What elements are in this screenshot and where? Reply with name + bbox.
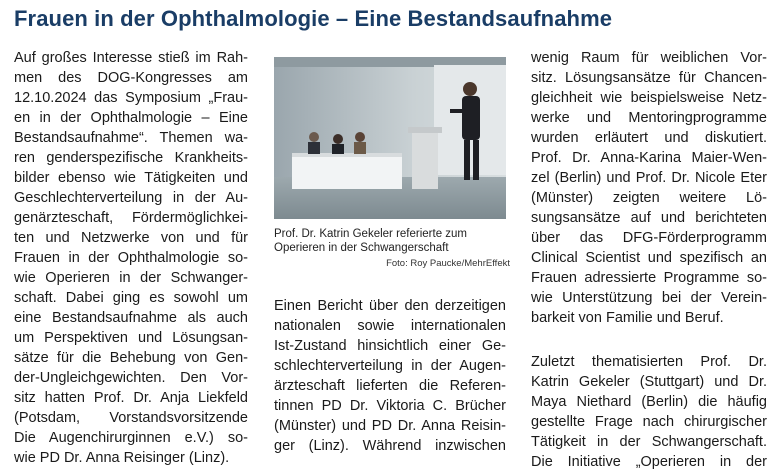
text-line: Geschlechterverteilung in der Au- (14, 190, 248, 206)
text-line: über das DFG-Förderprogramm (531, 230, 767, 246)
text-line: werke und Mentoringprogramme (531, 110, 767, 126)
text-line: wie Operieren in der Schwanger- (14, 270, 248, 286)
photo-credit: Foto: Roy Paucke/MehrEffekt (386, 258, 510, 269)
text-line: ger (Linz). Während inzwischen (274, 438, 506, 454)
text-line: (Münster) zeigten weitere Lö- (531, 190, 767, 206)
text-line: um Perspektiven und Lösungsan- (14, 330, 248, 346)
text-line: Ist-Zustand hinsichtlich einer Ge- (274, 338, 506, 354)
text-line: Katrin Gekeler (Stuttgart) und Dr. (531, 374, 767, 390)
caption-line: Prof. Dr. Katrin Gekeler referierte zum (274, 228, 468, 240)
text-line: 12.10.2024 das Symposium „Frau- (14, 90, 248, 106)
text-line: Frauen in der Ophthalmologie so- (14, 250, 248, 266)
text-line: Die Initiative „Operieren in der (531, 454, 767, 470)
caption-line: Operieren in der Schwangerschaft (274, 242, 449, 254)
text-line: barkeit von Familie und Beruf. (531, 310, 724, 326)
text-line: ren genderspezifische Krankheits- (14, 150, 248, 166)
column-right (531, 48, 767, 472)
text-line: Auf großes Interesse stieß im Rah- (14, 50, 248, 66)
text-line: Zuletzt thematisierten Prof. Dr. (531, 354, 767, 370)
text-line: sungsansätze auf und berichteten (531, 210, 767, 226)
text-line: Einen Bericht über den derzeitigen (274, 298, 506, 314)
text-line: schlechterverteilung in der Augen- (274, 358, 506, 374)
text-line: Maya Niethard (Berlin) die häufig (531, 394, 767, 410)
text-line: ten und Netzwerke von und für (14, 230, 248, 246)
text-line: nationalen sowie internationalen (274, 318, 506, 334)
text-line: Tätigkeit in der Schwangerschaft. (531, 434, 767, 450)
text-line: eine Bestandsaufnahme als auch (14, 310, 248, 326)
text-line: bilder ebenso wie Tätigkeiten und (14, 170, 248, 186)
text-line: schaft. Dabei ging es sowohl um (14, 290, 248, 306)
text-line: en in der Ophthalmologie – Eine (14, 110, 248, 126)
photo-illustration (274, 57, 506, 219)
article-title: Frauen in der Ophthalmologie – Eine Bestandsaufnahme (14, 6, 613, 31)
text-line: Prof. Dr. Anna-Karina Maier-Wen- (531, 150, 767, 166)
text-line: ärzteschaft lieferten die Referen- (274, 378, 506, 394)
text-line: (Münster) und PD Dr. Anna Reisin- (274, 418, 506, 434)
photo-caption (274, 227, 510, 255)
symposium-photo (274, 57, 506, 219)
text-line: Clinical Scientist und spezifisch an (531, 250, 767, 266)
text-line: Die Augenchirurginnen e.V.) so- (14, 430, 248, 446)
text-line: (Potsdam, Vorstandsvorsitzende (14, 410, 248, 426)
text-line: sitz hatten Prof. Dr. Anja Liekfeld (14, 390, 248, 406)
text-line: zel (Berlin) und Prof. Dr. Nicole Eter (531, 170, 767, 186)
text-line: wurden erläutert und diskutiert. (531, 130, 767, 146)
text-line: gestellte Frage nach chirurgischer (531, 414, 767, 430)
text-line: wie Unterstützung bei der Verein- (531, 290, 767, 306)
text-line: tinnen PD Dr. Viktoria C. Brücher (274, 398, 506, 414)
column-middle (274, 296, 506, 456)
paragraph-gap (531, 328, 767, 352)
text-line: wenig Raum für weiblichen Vor- (531, 50, 767, 66)
text-line: gleichheit wie beispielsweise Netz- (531, 90, 767, 106)
text-line: Frauen adressierte Programme so- (531, 270, 767, 286)
text-line: Bestandsaufnahme“. Themen wa- (14, 130, 248, 146)
text-line: der-Ungleichgewichten. Den Vor- (14, 370, 248, 386)
column-left (14, 48, 248, 468)
text-line: sätze für die Behebung von Gen- (14, 350, 248, 366)
text-line: genärzteschaft, Fördermöglichkei- (14, 210, 248, 226)
text-line: men des DOG-Kongresses am (14, 70, 248, 86)
text-line: wie PD Dr. Anna Reisinger (Linz). (14, 450, 230, 466)
text-line: sitz. Lösungsansätze für Chancen- (531, 70, 767, 86)
